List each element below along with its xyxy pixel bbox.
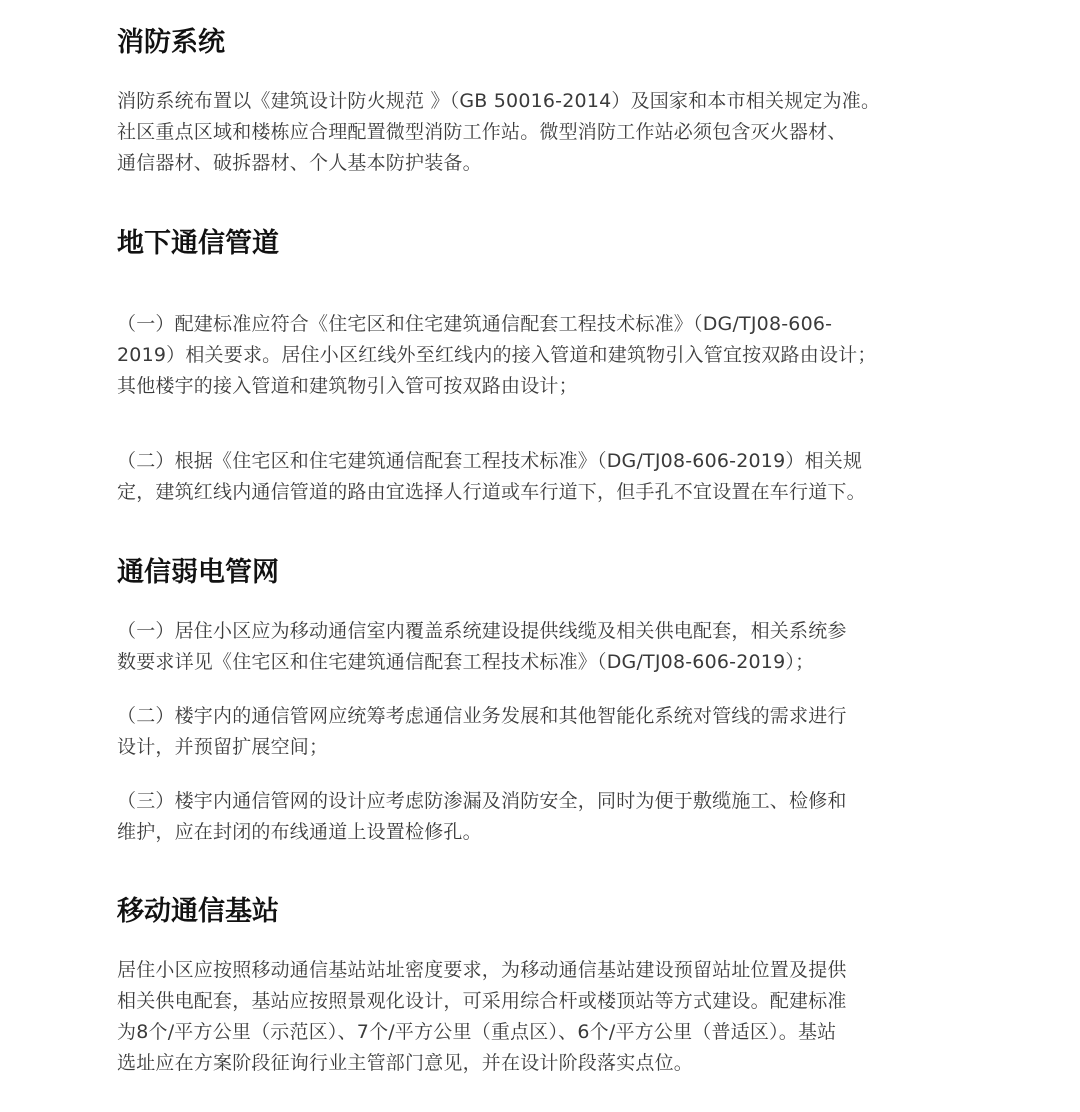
paragraph-weak-current-network-2 — [117, 701, 847, 763]
text-line: （二）根据《住宅区和住宅建筑通信配套工程技术标准》（DG/TJ08-606-2019）相关规 — [117, 450, 863, 472]
text-line: 数要求详见《住宅区和住宅建筑通信配套工程技术标准》（DG/TJ08-606-2019）； — [117, 651, 815, 673]
text-line: 2019）相关要求。居住小区红线外至红线内的接入管道和建筑物引入管宜按双路由设计； — [117, 344, 877, 366]
section-heading-underground-pipeline: 地下通信管道 — [117, 228, 279, 259]
section-heading-fire-system: 消防系统 — [117, 27, 225, 58]
text-line: （一）配建标准应符合《住宅区和住宅建筑通信配套工程技术标准》（DG/TJ08-606- — [117, 313, 833, 335]
section-heading-weak-current-network: 通信弱电管网 — [117, 557, 279, 588]
text-line: 设计，并预留扩展空间； — [117, 736, 329, 758]
text-line: 消防系统布置以《建筑设计防火规范 》（GB 50016-2014）及国家和本市相关规定为准。 — [117, 90, 881, 112]
paragraph-weak-current-network-3 — [117, 786, 847, 848]
text-line: 定，建筑红线内通信管道的路由宜选择人行道或车行道下，但手孔不宜设置在车行道下。 — [117, 481, 866, 503]
text-line: 居住小区应按照移动通信基站站址密度要求，为移动通信基站建设预留站址位置及提供 — [117, 959, 847, 981]
text-line: 维护，应在封闭的布线通道上设置检修孔。 — [117, 821, 482, 843]
text-line: （一）居住小区应为移动通信室内覆盖系统建设提供线缆及相关供电配套，相关系统参 — [117, 620, 847, 642]
section-heading-mobile-base-station: 移动通信基站 — [117, 896, 279, 927]
text-line: 其他楼宇的接入管道和建筑物引入管可按双路由设计； — [117, 375, 578, 397]
text-line: （三）楼宇内通信管网的设计应考虑防渗漏及消防安全，同时为便于敷缆施工、检修和 — [117, 790, 847, 812]
paragraph-weak-current-network-1 — [117, 616, 847, 678]
paragraph-underground-pipeline-2 — [117, 446, 866, 508]
paragraph-fire-system — [117, 86, 880, 179]
paragraph-mobile-base-station — [117, 955, 847, 1079]
text-line: 选址应在方案阶段征询行业主管部门意见，并在设计阶段落实点位。 — [117, 1052, 694, 1074]
text-line: 为8个/平方公里（示范区）、7个/平方公里（重点区）、6个/平方公里（普适区）。基站 — [117, 1021, 837, 1043]
text-line: （二）楼宇内的通信管网应统筹考虑通信业务发展和其他智能化系统对管线的需求进行 — [117, 705, 847, 727]
text-line: 社区重点区域和楼栋应合理配置微型消防工作站。微型消防工作站必须包含灭火器材、 — [117, 121, 847, 143]
paragraph-underground-pipeline-1 — [117, 309, 877, 402]
text-line: 通信器材、破拆器材、个人基本防护装备。 — [117, 152, 482, 174]
text-line: 相关供电配套，基站应按照景观化设计，可采用综合杆或楼顶站等方式建设。配建标准 — [117, 990, 847, 1012]
